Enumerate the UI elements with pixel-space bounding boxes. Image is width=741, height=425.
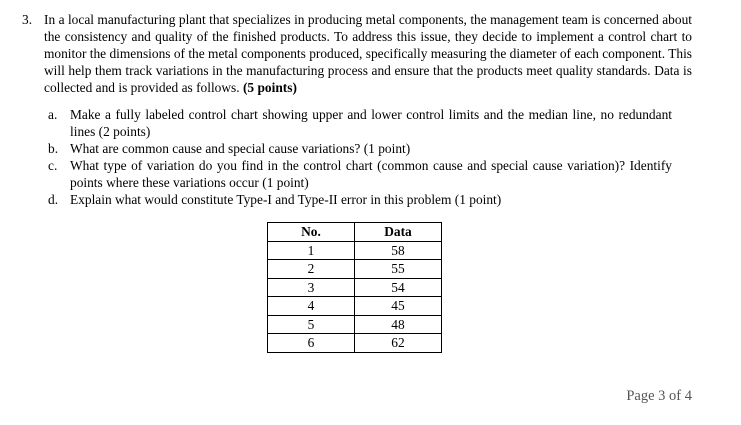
table-row [268,278,442,297]
row-number: 6 [268,334,355,353]
part-b-text: What are common cause and special cause variations? (1 point) [70,141,411,156]
part-a-text: Make a fully labeled control chart showing upper and lower control limits and the median line, no redundant lines (2 points) [70,107,672,139]
table-header-row [268,223,442,242]
row-value: 62 [355,334,442,353]
page-number: Page 3 of 4 [626,388,692,404]
row-number: 5 [268,315,355,334]
table-row [268,315,442,334]
part-d-letter: d. [48,192,59,207]
data-table [267,222,442,353]
part-c-text: What type of variation do you find in the control chart (common cause and special cause variation)? Identify points where these variations occur (1 point) [70,158,672,190]
header-data: Data [355,223,442,242]
header-no: No. [268,223,355,242]
table-row [268,297,442,316]
part-c-letter: c. [48,158,58,173]
row-value: 54 [355,278,442,297]
row-value: 55 [355,260,442,279]
question-body: In a local manufacturing plant that specializes in producing metal components, the management team is concerned about the consistency and quality of the finished products. To address this issue, they decide to implement a control chart to monitor the dimensions of the metal components produced, specifically measuring the diameter of each component. This will help them track variations in the manufacturing process and ensure that the products meet quality standards. Data is collected and is provided as follows. [44,12,692,95]
row-number: 4 [268,297,355,316]
row-number: 2 [268,260,355,279]
part-d-text: Explain what would constitute Type-I and Type-II error in this problem (1 point) [70,192,502,207]
row-number: 1 [268,241,355,260]
row-number: 3 [268,278,355,297]
part-b-letter: b. [48,141,59,156]
row-value: 45 [355,297,442,316]
table-row [268,241,442,260]
row-value: 58 [355,241,442,260]
question-text [44,11,692,96]
table-row [268,260,442,279]
question-points: (5 points) [242,80,297,95]
row-value: 48 [355,315,442,334]
part-a-letter: a. [48,107,58,122]
question-number: 3. [22,12,33,27]
table-row [268,334,442,353]
